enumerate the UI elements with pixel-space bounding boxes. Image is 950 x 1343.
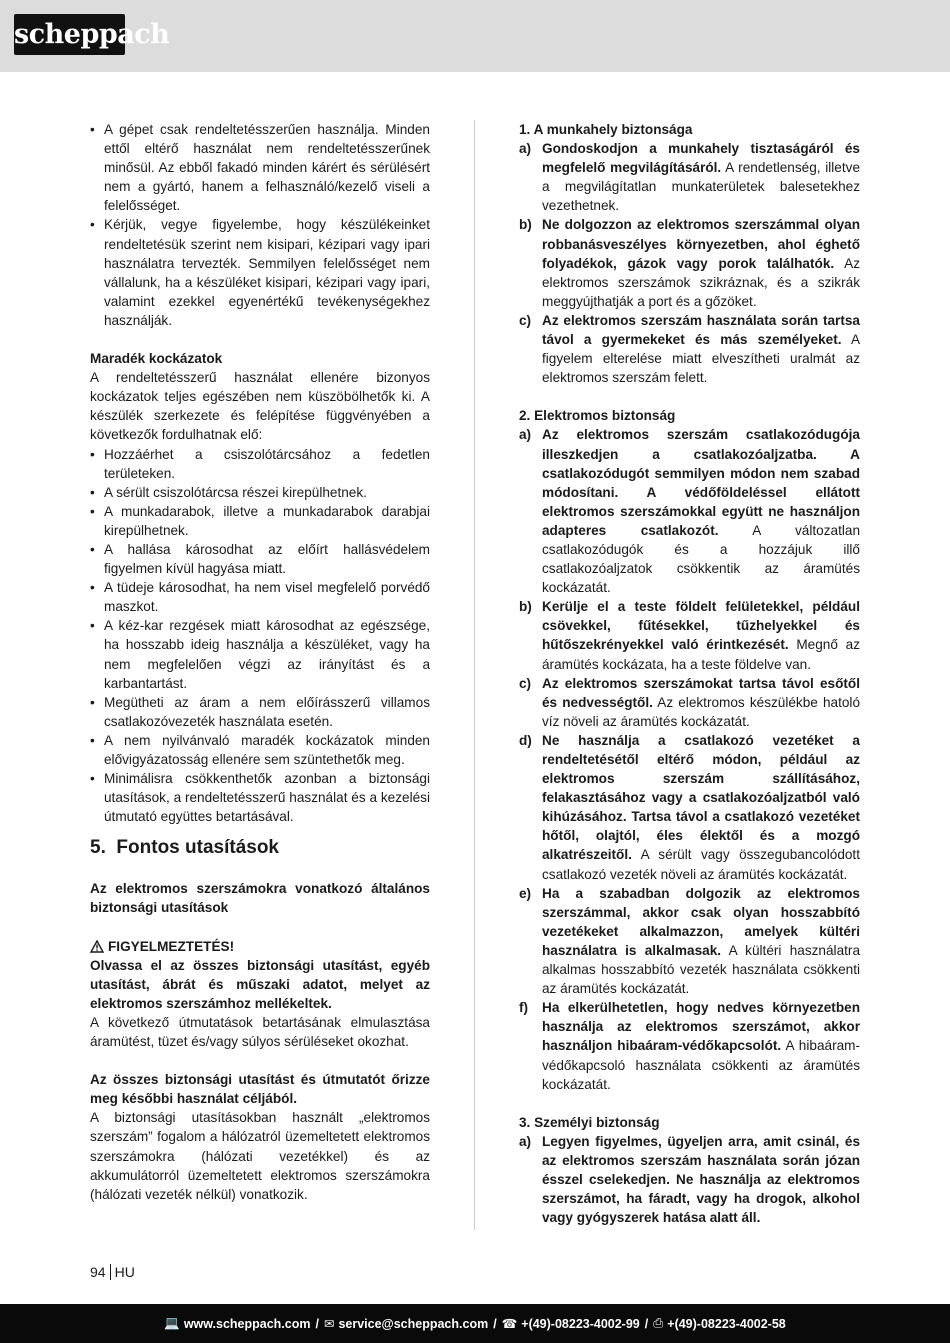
page-number <box>90 1264 135 1280</box>
footer-email-link[interactable]: service@scheppach.com <box>338 1316 489 1331</box>
list-item: • Hozzáérhet a csiszolótárcsához a fedetlen területeken. <box>90 445 430 483</box>
list-item <box>519 425 860 597</box>
list-item <box>519 311 860 387</box>
list-item: • A tüdeje károsodhat, ha nem visel megfelelő porvédő maszkot. <box>90 578 430 616</box>
page-language: HU <box>114 1264 135 1280</box>
mail-icon: ✉ <box>323 1317 335 1331</box>
workplace-safety-list <box>519 139 860 387</box>
list-item: • Kérjük, vegye figyelembe, hogy készülékeinket rendeltetésük szerint nem kisipari, kézipari vagy ipari használatra tervezték. Semmilyen felelősséget nem vállalunk, ha a készüléket kisipari, kézipari vagy ipari, valamint ezekkel egyenértékű tevékenységekhez használják. <box>90 215 430 330</box>
keep-instructions-text: A biztonsági utasításokban használt „elektromos szerszám” fogalom a hálózatról üzemeltetett elektromos szerszámokra (hálózati vezetékkel) és az akkumulátorról üzemeltetett elektromos szerszámokra (hálózati vezeték nélkül) vonatkozik. <box>90 1110 430 1202</box>
warning-label: FIGYELMEZTETÉS! <box>108 938 235 954</box>
item-text: A hibaáram-védőkapcsoló használata csökkenti az áramütés kockázatát. <box>542 1038 861 1092</box>
item-marker: a) <box>519 427 532 443</box>
keep-instructions-heading: Az összes biztonsági utasítást és útmutatót őrizze meg későbbi használat céljából. <box>90 1072 430 1107</box>
item-marker: d) <box>519 732 532 748</box>
item-bold-text: Legyen figyelmes, ügyeljen arra, amit csinál, és az elektromos szerszám használata során józan ésszel cselekedjen. Ne használja az elektromos szerszámot, ha fáradt, vagy ha drogok, alkohol vagy gyógyszerek hatása alatt áll. <box>542 1133 860 1226</box>
general-safety-heading: Az elektromos szerszámokra vonatkozó általános biztonsági utasítások <box>90 881 430 916</box>
item-bold-text: Ne dolgozzon az elektromos szerszámmal olyan robbanásveszélyes környezetben, ahol éghető folyadékok, gázok vagy porok találhatók. <box>542 217 860 271</box>
column-divider <box>474 120 475 1230</box>
list-item <box>519 884 860 999</box>
list-item <box>519 998 860 1093</box>
item-marker: f) <box>519 1000 529 1016</box>
footer-separator: / <box>493 1316 497 1331</box>
item-bold-text: Ha a szabadban dolgozik az elektromos szerszámmal, akkor csak olyan hosszabbító vezetékeket alkalmazzon, amelyek kültéri használatra is alkalmasak. <box>542 885 860 958</box>
risk-bullet-list <box>90 445 430 827</box>
item-text: A kültéri használatra alkalmas hosszabbító vezeték használata csökkenti az áramütés kockázatát. <box>542 942 861 997</box>
phone-icon: ☎ <box>501 1317 518 1331</box>
warning-heading <box>90 937 430 956</box>
personal-safety-heading: 3. Személyi biztonság <box>519 1114 660 1130</box>
right-column <box>519 120 860 1227</box>
item-bold-text: Ne használja a csatlakozó vezetéket a rendeltetésétől eltérő módon, például az elektromos szerszám szállításához, felakasztásához vagy a csatlakozóaljzatból való kihúzásához. Tartsa távol a csatlakozó vezetéket hőtől, olajtól, éles élektől és a mozgó alkatrészeitől. <box>542 732 860 863</box>
electrical-safety-list <box>519 425 860 1093</box>
list-item <box>519 1132 860 1227</box>
item-marker: c) <box>519 675 532 691</box>
item-bold-text: Gondoskodjon a munkahely tisztaságáról és megfelelő megvilágításáról. <box>542 141 860 176</box>
item-text: A rendetlenség, illetve a megvilágítatlan munkaterületek balesetekhez vezethetnek. <box>542 160 861 214</box>
left-column <box>90 120 430 1204</box>
item-bold-text: Kerülje el a teste földelt felületekkel, például csövekkel, fűtésekkel, tűzhelyekkel és hűtőszekrényekkel való érintkezését. <box>542 599 860 653</box>
footer-separator: / <box>315 1316 319 1331</box>
section-title <box>90 836 430 860</box>
item-text: A sérült vagy összegubancolódott csatlakozó vezeték növeli az áramütés kockázatát. <box>542 847 860 882</box>
item-marker: b) <box>519 599 532 615</box>
fax-icon: ⎙ <box>653 1316 664 1330</box>
list-item: • A sérült csiszolótárcsa részei kirepülhetnek. <box>90 483 430 502</box>
footer-phone: +(49)-08223-4002-99 <box>521 1316 640 1331</box>
workplace-safety-heading: 1. A munkahely biztonsága <box>519 122 693 137</box>
list-item: • A nem nyilvánvaló maradék kockázatok minden elővigyázatosság ellenére sem szüntethetők meg. <box>90 731 430 769</box>
item-bold-text: Az elektromos szerszám használata során tartsa távol a gyermekeket és más személyeket. <box>542 312 860 348</box>
section-title-text: Fontos utasítások <box>116 837 279 859</box>
list-item <box>519 731 860 884</box>
scheppach-logo: scheppach <box>14 14 125 55</box>
personal-safety-list <box>519 1132 860 1227</box>
header-band <box>0 0 950 72</box>
footer-separator: / <box>644 1316 649 1331</box>
item-text: A változatlan csatlakozódugók és a hozzájuk illő csatlakozóaljzatok csökkentik az áramütés kockázatát. <box>542 522 860 596</box>
residual-risks-intro: A rendeltetésszerű használat ellenére bizonyos kockázatok teljes egészében nem küszöbölhetők ki. A készülék szerkezete és felépítése függvényében a következők fordulhatnak elő: <box>90 370 430 443</box>
list-item <box>519 139 860 215</box>
warning-bold-text: Olvassa el az összes biztonsági utasítást, egyéb utasítást, ábrát és műszaki adatot, melyet az elektromos szerszámhoz mellékeltek. <box>90 957 430 1011</box>
intro-bullet-list <box>90 120 430 330</box>
item-text: Megnő az áramütés kockázata, ha a teste földelve van. <box>542 637 860 672</box>
monitor-icon: 💻 <box>164 1316 180 1330</box>
page-number-divider <box>110 1264 111 1280</box>
list-item: • A munkadarabok, illetve a munkadarabok darabjai kirepülhetnek. <box>90 502 430 540</box>
item-marker: a) <box>519 1133 532 1149</box>
item-marker: c) <box>519 312 532 328</box>
footer-fax: +(49)-08223-4002-58 <box>667 1316 786 1331</box>
warning-text: A következő útmutatások betartásának elmulasztása áramütést, tüzet és/vagy súlyos sérüléseket okozhat. <box>90 1014 430 1050</box>
item-text: Az elektromos szerszámok szikráznak, és a szikrák meggyújthatják a port és a gőzöket. <box>542 255 861 309</box>
item-bold-text: Ha elkerülhetetlen, hogy nedves környezetben használja az elektromos szerszámot, akkor használjon hibaáram-védőkapcsolót. <box>542 1000 860 1054</box>
list-item: • Megütheti az áram a nem előírásszerű villamos csatlakozóvezeték használata esetén. <box>90 693 430 731</box>
list-item <box>519 674 860 731</box>
list-item: • A hallása károsodhat az előírt hallásvédelem figyelmen kívül hagyása miatt. <box>90 540 430 578</box>
list-item: • A gépet csak rendeltetésszerűen használja. Minden ettől eltérő használat nem rendeltetésszerűnek minősül. Az ebből fakadó minden kárért és sérülésért nem a gyártó, hanem a felhasználó/kezelő viseli a felelősséget. <box>90 120 430 215</box>
item-bold-text: Az elektromos szerszámokat tartsa távol esőtől és nedvességtől. <box>542 675 860 710</box>
residual-risks-heading: Maradék kockázatok <box>90 351 223 367</box>
item-bold-text: Az elektromos szerszám csatlakozódugója illeszkedjen a csatlakozóaljzatba. A csatlakozódugót semmilyen módon nem szabad módosítani. A védőföldeléssel ellátott elektromos szerszámokkal együtt ne használjon adapteres csatlakozót. <box>542 427 860 538</box>
footer-contact-bar <box>0 1304 950 1343</box>
list-item: • A kéz-kar rezgések miatt károsodhat az egészsége, ha hosszabb ideig használja a készüléket, vagy ha nem megfelelően végzi az irányítást és a karbantartást. <box>90 616 430 692</box>
list-item: • Minimálisra csökkenthetők azonban a biztonsági utasítások, a rendeltetésszerű használat és a kezelési útmutató együttes betartásával. <box>90 769 430 826</box>
item-marker: e) <box>519 885 532 901</box>
page-number-value: 94 <box>90 1264 106 1280</box>
warning-triangle-icon <box>90 940 104 953</box>
footer-website-link[interactable]: www.scheppach.com <box>183 1316 311 1331</box>
electrical-safety-heading: 2. Elektromos biztonság <box>519 408 676 424</box>
item-text: A figyelem elterelése miatt elveszítheti uralmát az elektromos szerszám felett. <box>542 332 861 386</box>
list-item <box>519 597 860 673</box>
section-number: 5. <box>90 837 106 859</box>
list-item <box>519 215 860 310</box>
item-marker: b) <box>519 217 532 233</box>
item-text: Az elektromos készülékbe hatoló víz növeli az áramütés kockázatát. <box>542 694 861 729</box>
item-marker: a) <box>519 141 532 157</box>
